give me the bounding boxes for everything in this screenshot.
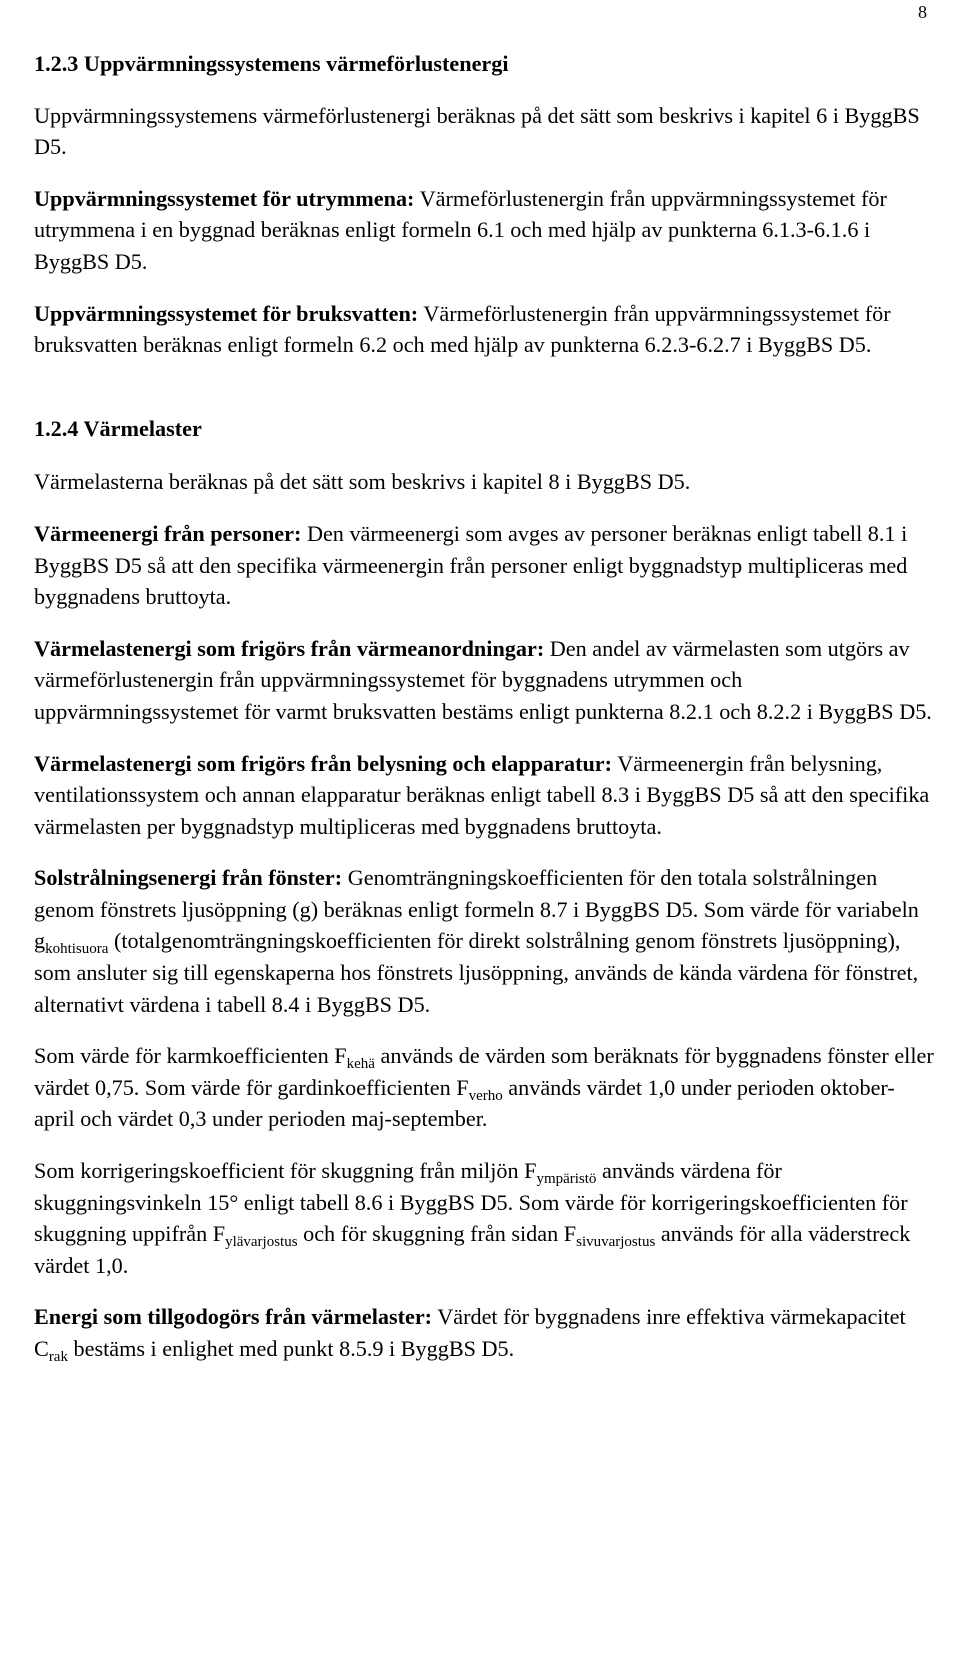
paragraph-solstralning bbox=[34, 862, 934, 1020]
paragraph-label: Uppvärmningssystemet för bruksvatten: bbox=[34, 300, 419, 326]
paragraph-bruksvatten bbox=[34, 298, 934, 361]
paragraph-text: Den andel av värmelasten som utgörs av värmeförlustenergin från uppvärmningssystemet för byggnadens utrymmen och uppvärmningssystemet för varmt bruksvatten bestäms enligt punkterna 8.2.1 och 8.2.2 i ByggBS D5. bbox=[34, 635, 932, 724]
paragraph-skuggning bbox=[34, 1155, 934, 1281]
subscript: kohtisuora bbox=[45, 941, 109, 958]
section-intro: Värmelasterna beräknas på det sätt som beskrivs i kapitel 8 i ByggBS D5. bbox=[34, 469, 691, 495]
paragraph-label: Uppvärmningssystemet för utrymmena: bbox=[34, 185, 415, 211]
subscript: kehä bbox=[346, 1056, 375, 1073]
subscript: rak bbox=[48, 1349, 68, 1365]
paragraph-label: Solstrålningsenergi från fönster: bbox=[34, 865, 343, 891]
subscript: verho bbox=[468, 1087, 503, 1104]
paragraph-text: Värmeförlustenergin från uppvärmningssystemet för bruksvatten beräknas enligt formeln 6.2 och med hjälp av punkterna 6.2.3-6.2.7 i ByggBS D5. bbox=[34, 300, 891, 358]
paragraph-text: används värdet 1,0 under perioden oktober-april och värdet 0,3 under perioden maj-september. bbox=[34, 1074, 895, 1132]
paragraph-personer bbox=[34, 518, 934, 613]
paragraph-text: Som korrigeringskoefficient för skuggning från miljön F bbox=[34, 1158, 537, 1184]
section-heading-1-2-3: 1.2.3 Uppvärmningssystemens värmeförlustenergi bbox=[34, 51, 509, 76]
subscript: ylävarjostus bbox=[225, 1234, 298, 1251]
subscript: ympäristö bbox=[536, 1171, 597, 1188]
paragraph-text: används för alla väderstreck värdet 1,0. bbox=[34, 1221, 911, 1278]
paragraph-tillgodogors bbox=[34, 1301, 934, 1364]
paragraph-text: Värmeförlustenergin från uppvärmningssystemet för utrymmena i en byggnad beräknas enligt formeln 6.1 och med hjälp av punkterna 6.1.3-6.1.6 i ByggBS D5. bbox=[34, 185, 887, 274]
paragraph-karmkoefficient bbox=[34, 1040, 934, 1135]
paragraph-text: Värmeenergin från belysning, ventilationssystem och annan elapparatur beräknas enligt tabell 8.3 i ByggBS D5 så att den specifika värmelasten per byggnadstyp multipliceras med byggnadens bruttoyta. bbox=[34, 750, 930, 839]
paragraph-text: bestäms i enlighet med punkt 8.5.9 i ByggBS D5. bbox=[67, 1336, 515, 1361]
paragraph-belysning bbox=[34, 748, 934, 843]
paragraph-text: Som värde för karmkoefficienten F bbox=[34, 1043, 347, 1069]
section-heading-1-2-4: 1.2.4 Värmelaster bbox=[34, 415, 202, 441]
paragraph-varmeanordningar bbox=[34, 633, 934, 728]
paragraph-text: Värdet för byggnadens inre effektiva värmekapacitet C bbox=[34, 1304, 906, 1361]
paragraph-utrymmena bbox=[34, 183, 934, 278]
paragraph-text: Den värmeenergi som avges av personer beräknas enligt tabell 8.1 i ByggBS D5 så att den specifika värmeenergin från personer enligt byggnadstyp multipliceras med byggnadens bruttoyta. bbox=[34, 520, 908, 610]
section-intro: Uppvärmningssystemens värmeförlustenergi beräknas på det sätt som beskrivs i kapitel 6 i ByggBS D5. bbox=[34, 102, 920, 160]
paragraph-label: Värmelastenergi som frigörs från belysning och elapparatur: bbox=[34, 750, 613, 776]
paragraph-text: används de värden som beräknats för byggnadens fönster eller värdet 0,75. Som värde för gardinkoefficienten F bbox=[34, 1043, 934, 1100]
paragraph-text: Genomträngningskoefficienten för den totala solstrålningen genom fönstrets ljusöppning (g) beräknas enligt formeln 8.7 i ByggBS D5. Som värde för variabeln g bbox=[34, 865, 919, 954]
paragraph-label: Energi som tillgodogörs från värmelaster: bbox=[34, 1304, 433, 1330]
subscript: sivuvarjostus bbox=[576, 1234, 656, 1251]
page-number: 8 bbox=[918, 2, 927, 22]
paragraph-label: Värmelastenergi som frigörs från värmeanordningar: bbox=[34, 635, 545, 661]
paragraph-text: (totalgenomträngningskoefficienten för direkt solstrålning genom fönstrets ljusöppning), som ansluter sig till egenskaperna hos fönstrets ljusöppning, används de kända värdena för fönstret, alternativt värdena i tabell 8.4 i ByggBS D5. bbox=[34, 928, 919, 1017]
paragraph-text: används värdena för skuggningsvinkeln 15° enligt tabell 8.6 i ByggBS D5. Som värde för korrigeringskoefficienten för skuggning uppifrån F bbox=[34, 1158, 908, 1247]
document-body bbox=[34, 48, 934, 1365]
paragraph-label: Värmeenergi från personer: bbox=[34, 520, 302, 546]
paragraph-text: och för skuggning från sidan F bbox=[297, 1221, 577, 1247]
